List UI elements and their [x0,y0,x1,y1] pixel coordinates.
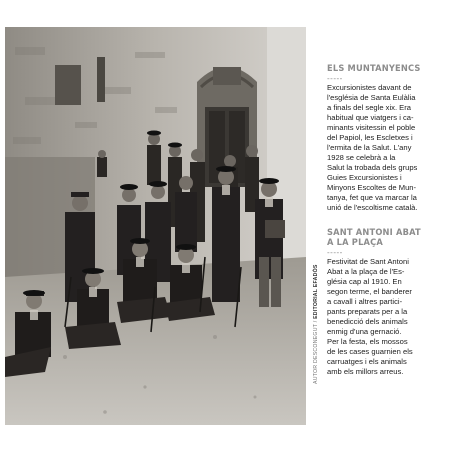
section-title: ELS MUNTANYENCS [327,63,421,74]
section-title: SANT ANTONI ABAT A LA PLAÇA [327,226,421,248]
credit-archive: AUTOR DESCONEGUT / [313,318,319,384]
photo-credit [313,264,319,384]
section-sant-antoni-abat [327,228,445,377]
section-els-muntanyencs [327,64,445,213]
credit-publisher: EDITORIAL EFADÒS [313,264,319,319]
caption-column [327,64,445,377]
section-body: Festivitat de Sant Antoni Abat a la plaça de l'Es- glésia cap al 1910. En segon terme, el banderer a cavall i altres partici- pants preparats per a la benedicció dels animals enmig d'una gernació. Per la festa, els mossos de les cases guarnien els carruatges i els animals amb els millors arreus. [327,256,413,376]
section-dash: ----- [327,73,343,83]
section-body: Excursionistes davant de l'església de Santa Eulàlia a finals del segle xix. Era habitual que viatgers i ca- minants visitessin el poble del Papiol, les Escletxes i l'ermita de la Salut. L'any 1928 se celebrà a la Salut la trobada dels grups Guies Excursionistes i Minyons Escoltes de Mun- tanya, fet que va marcar la unió de l'escoltisme català. [327,82,418,212]
section-dash: ----- [327,247,343,257]
historic-group-photograph [5,27,306,425]
